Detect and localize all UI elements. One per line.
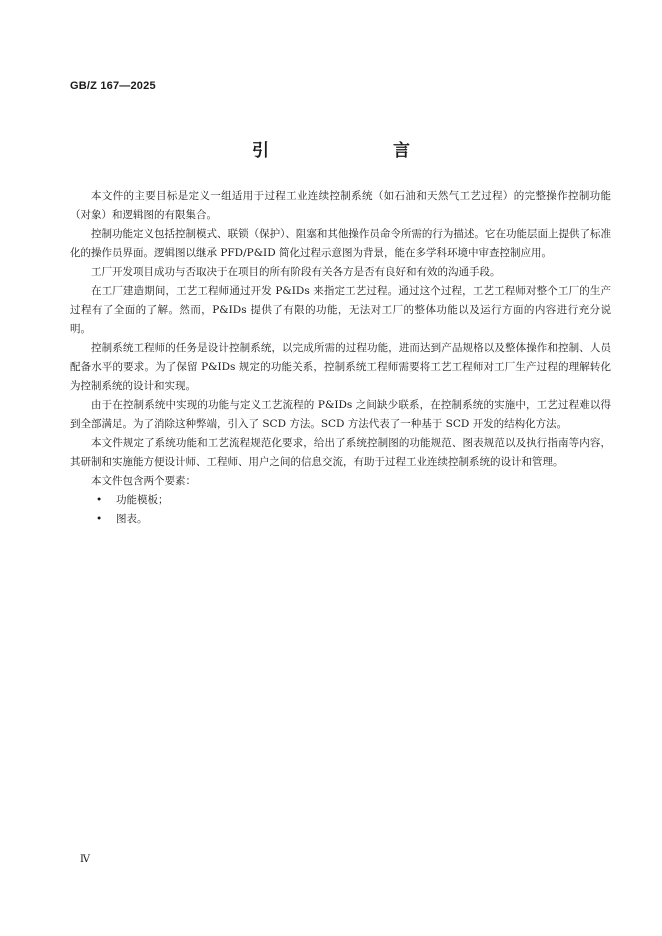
document-body [70, 187, 611, 529]
paragraph: 在工厂建造期间，工艺工程师通过开发 P&IDs 来指定工艺过程。通过这个过程，工艺工程师对整个工厂的生产过程有了全面的了解。然而，P&IDs 提供了有限的功能，无法对工厂的整体功能以及运行方面的内容进行充分说明。 [70, 285, 611, 335]
list-item [70, 510, 611, 529]
list-item [70, 491, 611, 510]
paragraph: 控制系统工程师的任务是设计控制系统，以完成所需的过程功能，进而达到产品规格以及整体操作和控制、人员配备水平的要求。为了保留 P&IDs 规定的功能关系，控制系统工程师需要将工艺工程师对工厂生产过程的理解转化为控制系统的设计和实现。 [70, 342, 611, 392]
page-title: 引 言 [252, 141, 440, 161]
paragraph: 本文件的主要目标是定义一组适用于过程工业连续控制系统（如石油和天然气工艺过程）的完整操作控制功能（对象）和逻辑图的有限集合。 [70, 190, 611, 221]
element-list [70, 491, 611, 529]
paragraph: 本文件规定了系统功能和工艺流程规范化要求，给出了系统控制图的功能规范、图表规范以及执行指南等内容，其研制和实施能方便设计师、工程师、用户之间的信息交流，有助于过程工业连续控制系统的设计和管理。 [70, 437, 611, 468]
list-item-text: 功能模板； [116, 494, 169, 506]
paragraph: 控制功能定义包括控制模式、联锁（保护）、阻塞和其他操作员命令所需的行为描述。它在功能层面上提供了标准化的操作员界面。逻辑图以继承 PFD/P&ID 简化过程示意图为背景，能在多学科环境中审查控制应用。 [70, 228, 611, 259]
bullet-icon: • [96, 513, 103, 525]
standard-code: GB/Z 167—2025 [70, 80, 156, 92]
paragraph: 本文件包含两个要素： [91, 475, 196, 487]
bullet-icon: • [96, 494, 103, 506]
list-item-text: 图表。 [116, 513, 148, 525]
paragraph: 工厂开发项目成功与否取决于在项目的所有阶段有关各方是否有良好和有效的沟通手段。 [91, 266, 501, 278]
page-number: Ⅳ [80, 854, 90, 865]
paragraph: 由于在控制系统中实现的功能与定义工艺流程的 P&IDs 之间缺少联系，在控制系统的实施中，工艺过程难以得到全部满足。为了消除这种弊端，引入了 SCD 方法。SCD 方法代表了一种基于 SCD 开发的结构化方法。 [70, 399, 611, 430]
